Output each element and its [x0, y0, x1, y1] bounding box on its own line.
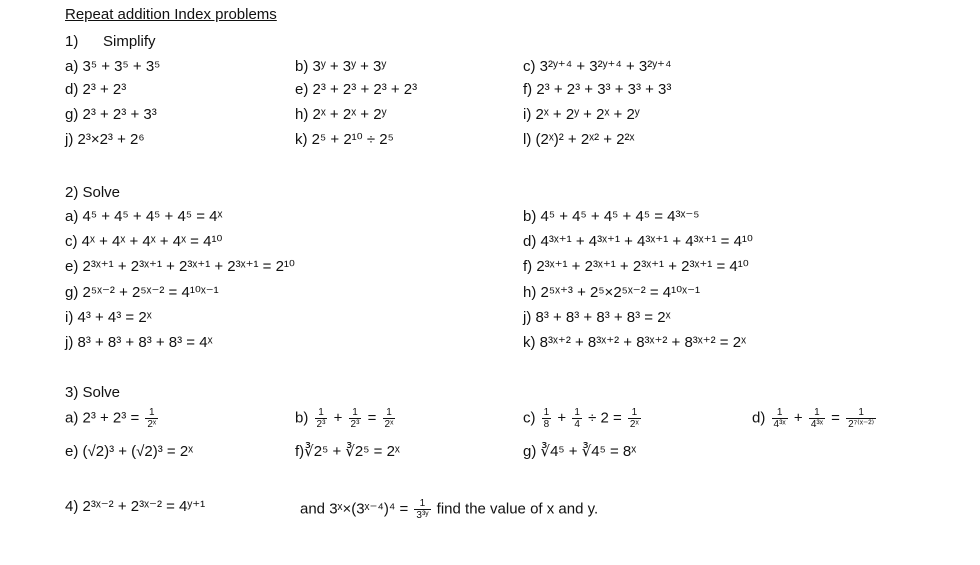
- equals-sign: =: [367, 409, 377, 427]
- problem-2c: c) 4ˣ + 4ˣ + 4ˣ + 4ˣ = 4¹⁰: [65, 233, 223, 250]
- problem-4-mid: and 3ˣ×(3ˣ⁻⁴)⁴ =: [300, 500, 409, 518]
- numerator: 1: [858, 407, 864, 418]
- problem-2d: d) 4³ˣ⁺¹ + 4³ˣ⁺¹ + 4³ˣ⁺¹ + 4³ˣ⁺¹ = 4¹⁰: [523, 233, 753, 250]
- denominator: 2ˣ: [629, 419, 639, 430]
- numerator: 1: [318, 407, 324, 418]
- plus-sign: +: [333, 409, 343, 427]
- fraction: [572, 407, 582, 430]
- denominator: 2⁷⁽ˣ⁻²⁾: [848, 419, 875, 430]
- denominator: 2ˣ: [384, 419, 394, 430]
- numerator: 1: [631, 407, 638, 418]
- problem-1f: f) 2³ + 2³ + 3³ + 3³ + 3³: [523, 81, 672, 98]
- fraction: [542, 407, 552, 430]
- problem-1c: c) 3²ʸ⁺⁴ + 3²ʸ⁺⁴ + 3²ʸ⁺⁴: [523, 58, 672, 75]
- problem-3a-label: a) 2³ + 2³ =: [65, 409, 140, 427]
- section-2-heading: 2) Solve: [65, 184, 121, 201]
- problem-2k: k) 8³ˣ⁺² + 8³ˣ⁺² + 8³ˣ⁺² + 8³ˣ⁺² = 2ˣ: [523, 334, 746, 351]
- problem-2j-right: j) 8³ + 8³ + 8³ + 8³ = 2ˣ: [523, 309, 671, 326]
- plus-sign: +: [793, 409, 803, 427]
- problem-3b: [295, 407, 397, 430]
- section-1-heading: Simplify: [103, 33, 156, 50]
- numerator: 1: [574, 407, 580, 418]
- problem-2h: h) 2⁵ˣ⁺³ + 2⁵×2⁵ˣ⁻² = 4¹⁰ˣ⁻¹: [523, 284, 700, 301]
- problem-1d: d) 2³ + 2³: [65, 81, 127, 98]
- denominator: 2ˣ: [147, 419, 157, 430]
- numerator: 1: [419, 498, 426, 509]
- fraction: [383, 407, 396, 430]
- denominator: 4³ˣ: [810, 419, 823, 430]
- problem-2i: i) 4³ + 4³ = 2ˣ: [65, 309, 152, 326]
- problem-2b: b) 4⁵ + 4⁵ + 4⁵ + 4⁵ = 4³ˣ⁻⁵: [523, 208, 700, 225]
- fraction: [846, 407, 876, 430]
- problem-2e: e) 2³ˣ⁺¹ + 2³ˣ⁺¹ + 2³ˣ⁺¹ + 2³ˣ⁺¹ = 2¹⁰: [65, 258, 295, 275]
- problem-2j-left: j) 8³ + 8³ + 8³ + 8³ = 4ˣ: [65, 334, 213, 351]
- problem-1i: i) 2ˣ + 2ʸ + 2ˣ + 2ʸ: [523, 106, 640, 123]
- denominator: 3³ʸ: [416, 510, 429, 521]
- problem-1k: k) 2⁵ + 2¹⁰ ÷ 2⁵: [295, 131, 394, 148]
- denominator: 2³: [350, 419, 360, 430]
- denominator: 4: [574, 419, 580, 430]
- numerator: 1: [386, 407, 392, 418]
- problem-3g: g) ∛4⁵ + ∛4⁵ = 8ˣ: [523, 443, 637, 460]
- page-title: Repeat addition Index problems: [65, 6, 277, 23]
- divide-expression: ÷ 2 =: [588, 409, 622, 427]
- problem-2g: g) 2⁵ˣ⁻² + 2⁵ˣ⁻² = 4¹⁰ˣ⁻¹: [65, 284, 219, 301]
- plus-sign: +: [557, 409, 567, 427]
- fraction: [315, 407, 328, 430]
- problem-4-second-equation: [300, 498, 598, 521]
- section-3-heading: 3) Solve: [65, 384, 121, 401]
- numerator: 1: [543, 407, 550, 418]
- numerator: 1: [776, 407, 783, 418]
- problem-1j: j) 2³×2³ + 2⁶: [65, 131, 145, 148]
- problem-3f: f)∛2⁵ + ∛2⁵ = 2ˣ: [295, 443, 400, 460]
- fraction: [145, 407, 158, 430]
- problem-1e: e) 2³ + 2³ + 2³ + 2³: [295, 81, 418, 98]
- problem-4-instruction: find the value of x and y.: [436, 500, 599, 518]
- problem-4-equation: 4) 2³ˣ⁻² + 2³ˣ⁻² = 4ʸ⁺¹: [65, 498, 206, 515]
- fraction: [414, 498, 430, 521]
- numerator: 1: [814, 407, 820, 418]
- numerator: 1: [149, 407, 155, 418]
- denominator: 4³ˣ: [773, 419, 786, 430]
- section-1-number: 1): [65, 33, 79, 50]
- fraction: [772, 407, 788, 430]
- problem-3c: [523, 407, 643, 430]
- problem-2a: a) 4⁵ + 4⁵ + 4⁵ + 4⁵ = 4ˣ: [65, 208, 223, 225]
- numerator: 1: [352, 407, 358, 418]
- problem-3d-label: d): [752, 409, 766, 427]
- problem-1h: h) 2ˣ + 2ˣ + 2ʸ: [295, 106, 387, 123]
- problem-1l: l) (2ˣ)² + 2ˣ² + 2²ˣ: [523, 131, 635, 148]
- equals-sign: =: [831, 409, 840, 427]
- problem-3e: e) (√2)³ + (√2)³ = 2ˣ: [65, 443, 194, 460]
- denominator: 8: [543, 419, 550, 430]
- denominator: 2³: [316, 419, 326, 430]
- problem-3d: [752, 407, 878, 430]
- fraction: [349, 407, 362, 430]
- problem-2f: f) 2³ˣ⁺¹ + 2³ˣ⁺¹ + 2³ˣ⁺¹ + 2³ˣ⁺¹ = 4¹⁰: [523, 258, 749, 275]
- problem-1b: b) 3ʸ + 3ʸ + 3ʸ: [295, 58, 387, 75]
- problem-3a: [65, 407, 160, 430]
- problem-3c-label: c): [523, 409, 536, 427]
- problem-1g: g) 2³ + 2³ + 3³: [65, 106, 157, 123]
- problem-1a: a) 3⁵ + 3⁵ + 3⁵: [65, 58, 161, 75]
- problem-3b-label: b): [295, 409, 309, 427]
- fraction: [628, 407, 641, 430]
- fraction: [809, 407, 825, 430]
